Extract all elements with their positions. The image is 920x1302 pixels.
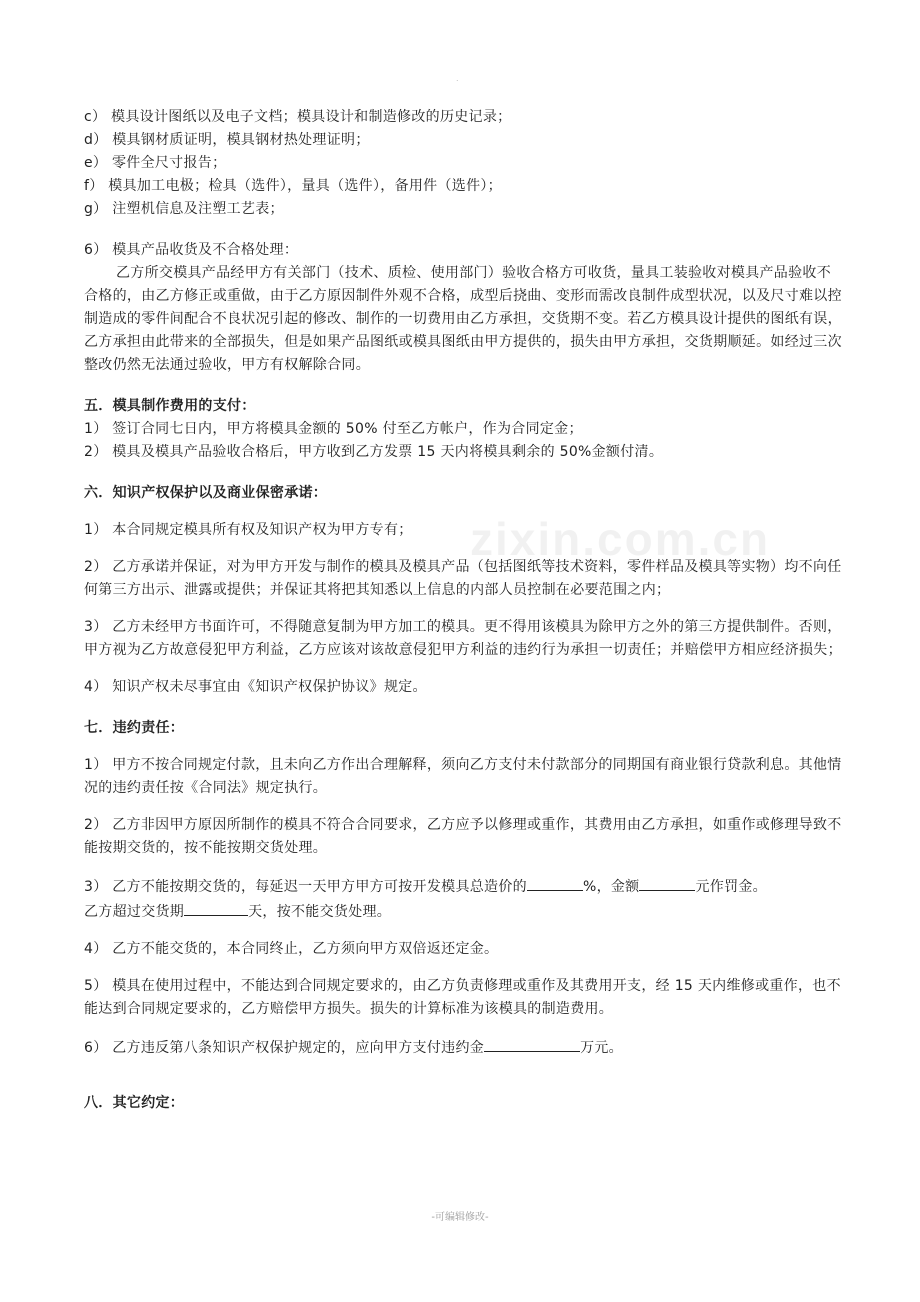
fill-blank[interactable] — [527, 874, 583, 891]
clause: 2） 乙方承诺并保证，对为甲方开发与制作的模具及模具产品（包括图纸等技术资料，零件样品及模具等实物）均不向任何第三方出示、泄露或提供；并保证其将把其知悉以上信息的内部人员控制在必要范围之内； — [84, 559, 842, 598]
clause: 2） 乙方非因甲方原因所制作的模具不符合合同要求，乙方应予以修理或重作，其费用由乙方承担，如重作或修理导致不能按期交货的，按不能按期交货处理。 — [84, 817, 842, 856]
subsection-body: 乙方所交模具产品经甲方有关部门（技术、质检、使用部门）验收合格方可收货，量具工装验收对模具产品验收不合格的，由乙方修正或重做，由于乙方原因制件外观不合格，成型后挠曲、变形而需改良制件成型状况，以及尺寸难以控制造成的零件间配合不良状况引起的修改、制作的一切费用由乙方承担，交货期不变。若乙方模具设计提供的图纸有误，乙方承担由此带来的全部损失，但是如果产品图纸或模具图纸由甲方提供的，损失由甲方承担，交货期顺延。如经过三次整改仍然无法通过验收，甲方有权解除合同。 — [84, 265, 842, 373]
watermark: zixin.com.cn — [470, 513, 771, 565]
clause-text: 天，按不能交货处理。 — [248, 904, 392, 920]
list-item: g） 注塑机信息及注塑工艺表； — [84, 201, 284, 217]
clause: 1） 本合同规定模具所有权及知识产权为甲方专有； — [84, 522, 413, 538]
section-heading: 五．模具制作费用的支付： — [84, 398, 256, 414]
list-item: c） 模具设计图纸以及电子文档；模具设计和制造修改的历史记录； — [84, 109, 512, 125]
fill-blank[interactable] — [184, 899, 248, 916]
section-heading: 六．知识产权保护以及商业保密承诺： — [84, 485, 328, 501]
subsection-title: 6） 模具产品收货及不合格处理： — [84, 242, 299, 258]
clause-text: %，金额 — [582, 879, 640, 895]
clause-text: 万元。 — [580, 1040, 623, 1056]
clause: 4） 知识产权未尽事宜由《知识产权保护协议》规定。 — [84, 679, 427, 695]
list-item: e） 零件全尺寸报告； — [84, 155, 227, 171]
clause-with-blanks — [84, 1035, 844, 1060]
clause-text: 3） 乙方不能按期交货的，每延迟一天甲方甲方可按开发模具总造价的 — [84, 879, 527, 895]
clause: 1） 签订合同七日内，甲方将模具金额的 50% 付至乙方帐户，作为合同定金； — [84, 421, 583, 437]
deliverables-list — [84, 106, 844, 221]
clause-text: 元作罚金。 — [695, 879, 767, 895]
page-footer: -可编辑修改- — [431, 1212, 489, 1223]
clause-with-blanks — [84, 874, 844, 924]
top-mark: . — [456, 74, 459, 83]
clause-text: 6） 乙方违反第八条知识产权保护规定的，应向甲方支付违约金 — [84, 1040, 485, 1056]
clause: 3） 乙方未经甲方书面许可，不得随意复制为甲方加工的模具。更不得用该模具为除甲方之外的第三方提供制件。否则，甲方视为乙方故意侵犯甲方利益，乙方应该对该故意侵犯甲方利益的违约行为承担一切责任；并赔偿甲方相应经济损失； — [84, 619, 842, 658]
clause: 4） 乙方不能交货的，本合同终止，乙方须向甲方双倍返还定金。 — [84, 941, 499, 957]
clause: 5） 模具在使用过程中，不能达到合同规定要求的，由乙方负责修理或重作及其费用开支，经 15 天内维修或重作，也不能达到合同规定要求的，乙方赔偿甲方损失。损失的计算标准为该模具的制造费用。 — [84, 978, 841, 1017]
clause: 2） 模具及模具产品验收合格后，甲方收到乙方发票 15 天内将模具剩余的 50%金额付清。 — [84, 444, 664, 460]
fill-blank[interactable] — [484, 1035, 580, 1052]
clause-text: 乙方超过交货期 — [84, 904, 185, 920]
section-heading: 八．其它约定： — [84, 1095, 185, 1111]
fill-blank[interactable] — [639, 874, 695, 891]
section-heading: 七．违约责任： — [84, 720, 185, 736]
list-item: d） 模具钢材质证明，模具钢材热处理证明； — [84, 132, 370, 148]
document-body — [84, 106, 844, 1115]
list-item: f） 模具加工电极；检具（选件），量具（选件），备用件（选件）； — [84, 178, 502, 194]
clause: 1） 甲方不按合同规定付款，且未向乙方作出合理解释，须向乙方支付未付款部分的同期国有商业银行贷款利息。其他情况的违约责任按《合同法》规定执行。 — [84, 757, 842, 796]
